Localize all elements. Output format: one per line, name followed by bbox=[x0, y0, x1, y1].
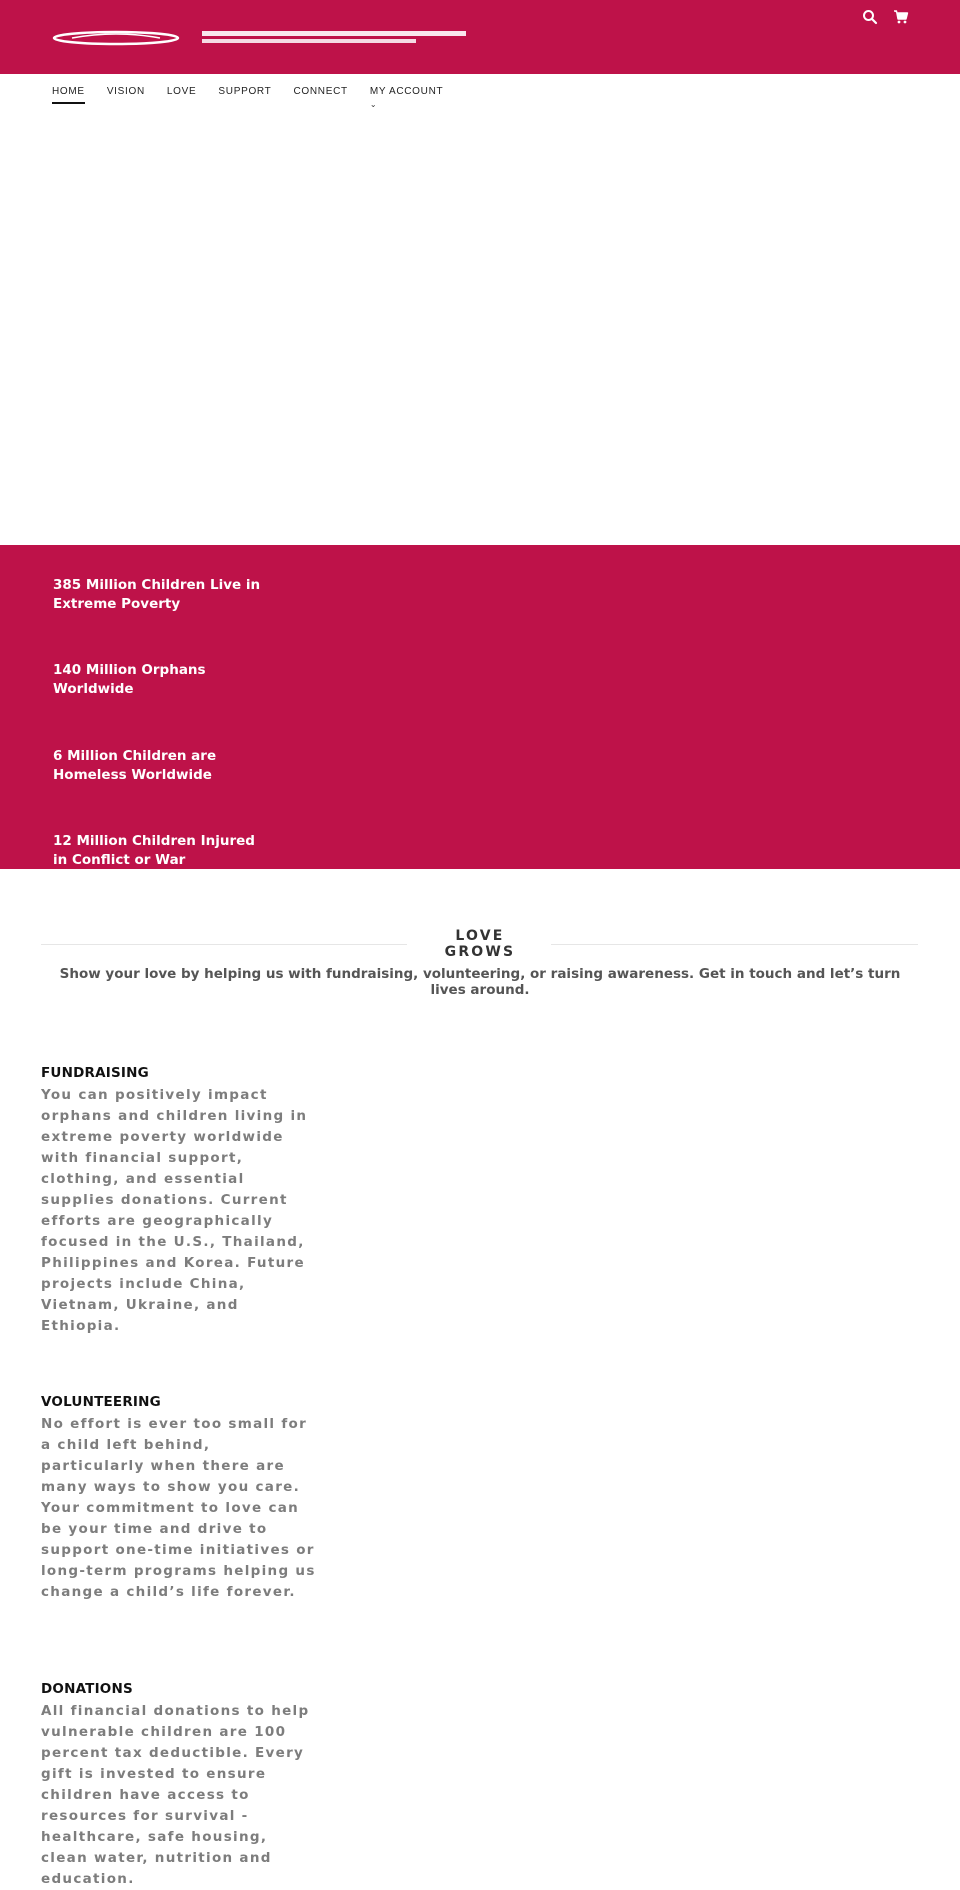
nav-support[interactable]: SUPPORT bbox=[218, 86, 272, 97]
donations-body: All financial donations to help vulnerable children are 100 percent tax deductible. Every gift is invested to ensure children have access to resources for survival - healthcare, safe housing, clean water, nutrition and education. bbox=[41, 1703, 310, 1887]
nav-my-account[interactable] bbox=[370, 86, 444, 116]
site-header bbox=[0, 0, 960, 74]
main-nav bbox=[52, 86, 465, 116]
stat-conflict: 12 Million Children Injured in Conflict or War bbox=[53, 833, 255, 868]
nav-connect[interactable]: CONNECT bbox=[293, 86, 348, 97]
stats-band bbox=[0, 545, 960, 869]
fundraising-title: FUNDRAISING bbox=[41, 1065, 149, 1081]
title-line-2: GROWS bbox=[444, 944, 516, 960]
donations-title: DONATIONS bbox=[41, 1681, 133, 1697]
stat-homeless: 6 Million Children are Homeless Worldwide bbox=[53, 748, 217, 783]
love-grows-intro: Show your love by helping us with fundraising, volunteering, or raising awareness. Get in touch and let’s turn lives around. bbox=[59, 966, 901, 998]
fundraising-body: You can positively impact orphans and children living in extreme poverty worldwide with financial support, clothing, and essential supplies donations. Current efforts are geographically focused in the U.S., Thailand, Philippines and Korea. Future projects include China, Vietnam, Ukraine, and Ethiopia. bbox=[41, 1087, 308, 1334]
nav-vision[interactable]: VISION bbox=[106, 86, 145, 97]
stat-orphans: 140 Million Orphans Worldwide bbox=[53, 662, 206, 697]
volunteering-title: VOLUNTEERING bbox=[41, 1394, 161, 1410]
chevron-down-icon[interactable]: ⌄ bbox=[369, 100, 378, 109]
title-line-1: LOVE bbox=[455, 928, 505, 944]
site-logo[interactable] bbox=[52, 28, 468, 48]
nav-my-account-label: MY ACCOUNT bbox=[369, 86, 444, 97]
nav-home[interactable]: HOME bbox=[52, 86, 85, 116]
love-grows-title bbox=[0, 928, 960, 960]
stat-extreme-poverty: 385 Million Children Live in Extreme Poverty bbox=[53, 577, 261, 612]
search-icon[interactable] bbox=[862, 9, 878, 25]
volunteering-body: No effort is ever too small for a child left behind, particularly when there are many ways to show you care. Your commitment to love can be your time and drive to support one-time initiatives or long-term programs helping us change a child’s life forever. bbox=[41, 1416, 316, 1600]
cart-icon[interactable] bbox=[893, 9, 909, 25]
nav-love[interactable]: LOVE bbox=[166, 86, 197, 97]
logo-graphic bbox=[52, 28, 468, 48]
